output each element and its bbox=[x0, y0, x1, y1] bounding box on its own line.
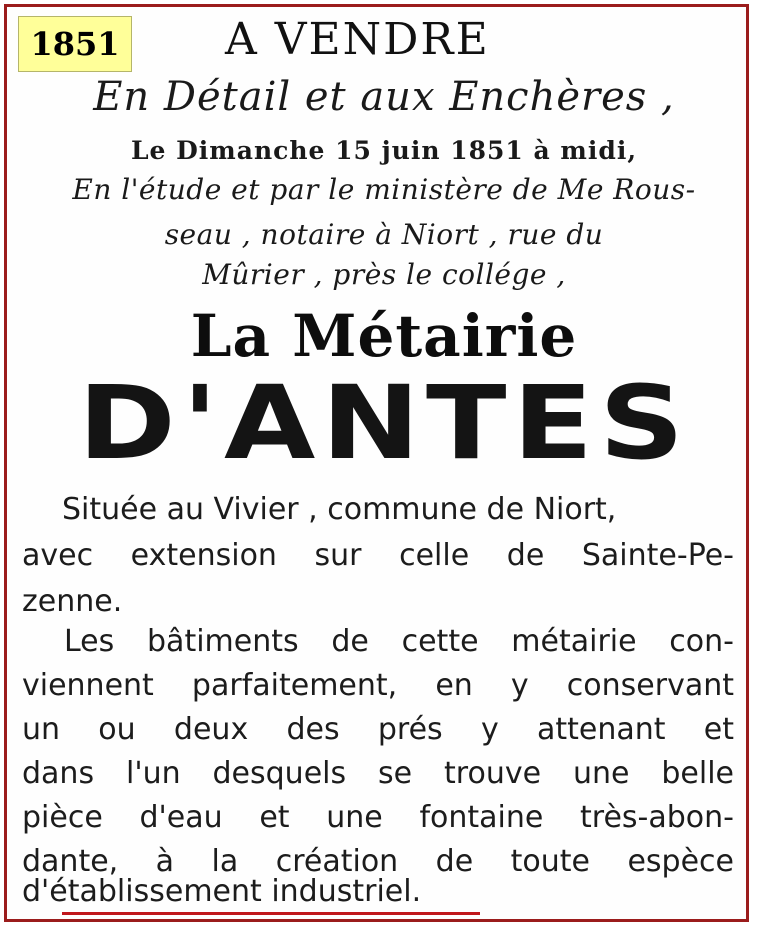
encheres-subtitle: En Détail et aux Enchères , bbox=[93, 74, 675, 120]
notary-line-1: En l'étude et par le ministère de Me Rous- bbox=[72, 173, 696, 206]
property-name: D'ANTES bbox=[77, 363, 691, 483]
body-line: Située au Vivier , commune de Niort, bbox=[62, 492, 617, 527]
body-line: avec extension sur celle de Sainte-Pe- bbox=[22, 538, 734, 573]
body-line: d'établissement industriel. bbox=[22, 874, 422, 909]
body-line: Les bâtiments de cette métairie con- bbox=[64, 624, 734, 659]
body-line: pièce d'eau et une fontaine très-abon- bbox=[22, 800, 734, 835]
body-line: un ou deux des prés y attenant et bbox=[22, 712, 734, 747]
body-line: zenne. bbox=[22, 584, 123, 619]
sale-date: Le Dimanche 15 juin 1851 à midi, bbox=[130, 136, 638, 165]
year-badge: 1851 bbox=[18, 16, 132, 72]
red-underline bbox=[62, 912, 480, 915]
notary-line-3: Mûrier , près le collége , bbox=[202, 258, 566, 291]
a-vendre-heading: A VENDRE bbox=[225, 14, 490, 65]
notary-line-2: seau , notaire à Niort , rue du bbox=[164, 218, 604, 251]
property-title: La Métairie bbox=[190, 302, 578, 370]
body-line: dante, à la création de toute espèce bbox=[22, 844, 734, 879]
body-line: dans l'un desquels se trouve une belle bbox=[22, 756, 734, 791]
body-line: viennent parfaitement, en y conservant bbox=[22, 668, 734, 703]
